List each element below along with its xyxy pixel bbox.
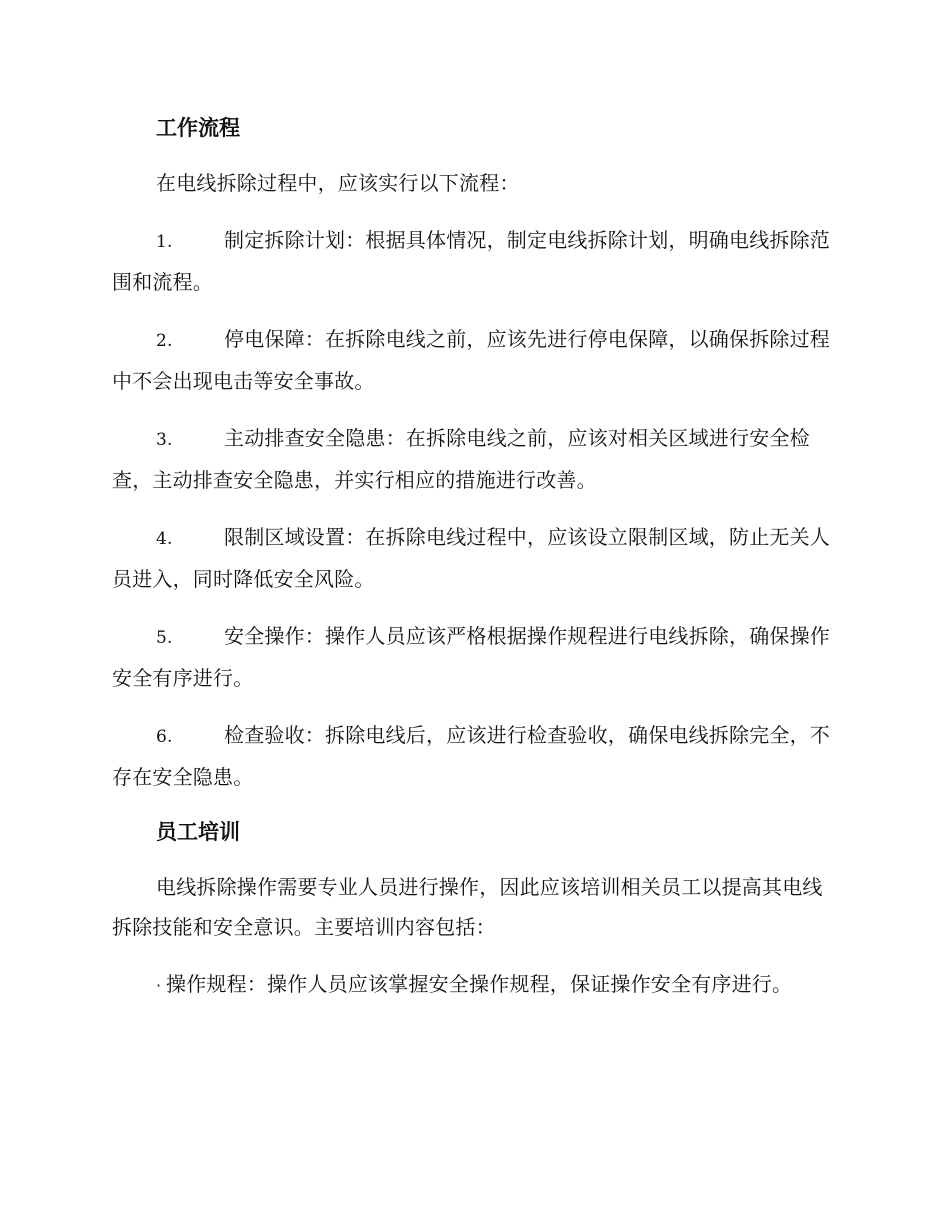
step-number: 5. [156,628,173,648]
workflow-step-3 [112,418,834,500]
document-content [112,108,834,1006]
section-heading-training: 员工培训 [156,820,240,844]
step-text: 主动排查安全隐患：在拆除电线之前，应该对相关区域进行安全检查，主动排查安全隐患，并实行相应的措施进行改善。 [112,426,810,492]
step-number: 6. [156,727,173,747]
step-text: 制定拆除计划：根据具体情况，制定电线拆除计划，明确电线拆除范围和流程。 [112,228,830,294]
workflow-step-5 [112,616,834,698]
step-number: 1. [156,232,173,252]
workflow-step-6 [112,715,834,797]
step-number: 4. [156,529,173,549]
training-bullet-1 [112,964,834,1006]
step-text: 停电保障：在拆除电线之前，应该先进行停电保障，以确保拆除过程中不会出现电击等安全事故。 [112,327,830,393]
workflow-step-2 [112,319,834,401]
step-text: 限制区域设置：在拆除电线过程中，应该设立限制区域，防止无关人员进入，同时降低安全风险。 [112,525,830,591]
workflow-step-4 [112,517,834,599]
bullet-text: 操作规程：操作人员应该掌握安全操作规程，保证操作安全有序进行。 [166,972,793,996]
workflow-intro: 在电线拆除过程中，应该实行以下流程： [156,171,520,195]
section-heading-workflow: 工作流程 [156,116,240,140]
workflow-step-1 [112,220,834,302]
step-number: 3. [156,430,173,450]
step-text: 安全操作：操作人员应该严格根据操作规程进行电线拆除，确保操作安全有序进行。 [112,624,830,690]
step-number: 2. [156,331,173,351]
step-text: 检查验收：拆除电线后，应该进行检查验收，确保电线拆除完全，不存在安全隐患。 [112,723,830,789]
training-intro: 电线拆除操作需要专业人员进行操作，因此应该培训相关员工以提高其电线拆除技能和安全意识。主要培训内容包括： [112,875,823,939]
bullet-mark: · [156,976,162,995]
